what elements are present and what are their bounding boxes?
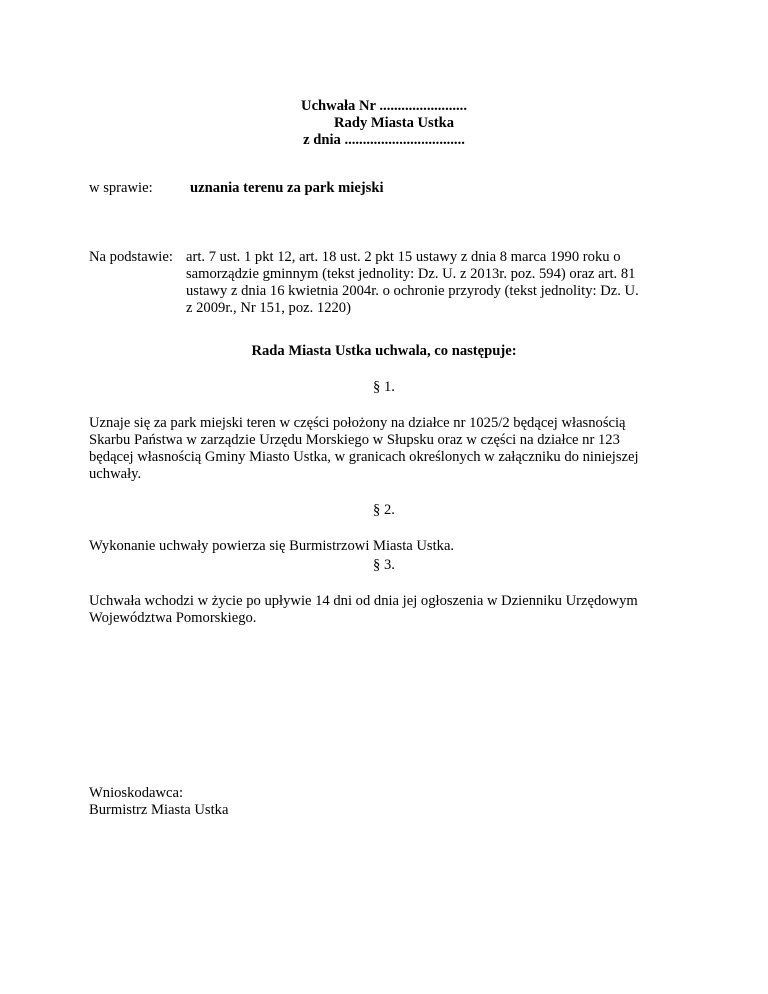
section-1-line: Uznaje się za park miejski teren w części położony na działce nr 1025/2 będącej własnością xyxy=(89,415,626,431)
section-3-line: Województwa Pomorskiego. xyxy=(89,610,257,626)
section-1-line: uchwały. xyxy=(89,466,142,482)
section-mark-1: § 1. xyxy=(373,379,395,395)
section-3-line: Uchwała wchodzi w życie po upływie 14 dni od dnia jej ogłoszenia w Dzienniku Urzędowym xyxy=(89,593,638,609)
section-mark-2: § 2. xyxy=(373,502,395,518)
section-mark-3: § 3. xyxy=(373,557,395,573)
document-header xyxy=(0,98,768,149)
legal-basis-line-3: ustawy z dnia 16 kwietnia 2004r. o ochronie przyrody (tekst jednolity: Dz. U. xyxy=(186,283,639,299)
council-name: Rady Miasta Ustka xyxy=(334,115,454,131)
legal-basis-line-2: samorządzie gminnym (tekst jednolity: Dz. U. z 2013r. poz. 594) oraz art. 81 xyxy=(186,266,636,282)
legal-basis-line-1: art. 7 ust. 1 pkt 12, art. 18 ust. 2 pkt 15 ustawy z dnia 8 marca 1990 roku o xyxy=(186,249,621,265)
section-1-line: będącej własnością Gminy Miasto Ustka, w granicach określonych w załączniku do niniejszej xyxy=(89,449,639,465)
legal-basis-line-4: z 2009r., Nr 151, poz. 1220) xyxy=(186,300,351,316)
applicant-label: Wnioskodawca: xyxy=(89,785,184,801)
subject-text: uznania terenu za park miejski xyxy=(190,180,384,196)
resolution-date: z dnia ................................. xyxy=(303,132,465,148)
resolution-intro: Rada Miasta Ustka uchwala, co następuje: xyxy=(251,343,517,359)
applicant-name: Burmistrz Miasta Ustka xyxy=(89,802,229,818)
resolution-number: Uchwała Nr ........................ xyxy=(301,98,467,114)
legal-basis-label: Na podstawie: xyxy=(89,249,173,265)
subject-label: w sprawie: xyxy=(89,180,153,196)
section-2-line: Wykonanie uchwały powierza się Burmistrzowi Miasta Ustka. xyxy=(89,538,455,554)
section-1-line: Skarbu Państwa w zarządzie Urzędu Morskiego w Słupsku oraz w części na działce nr 123 xyxy=(89,432,620,448)
